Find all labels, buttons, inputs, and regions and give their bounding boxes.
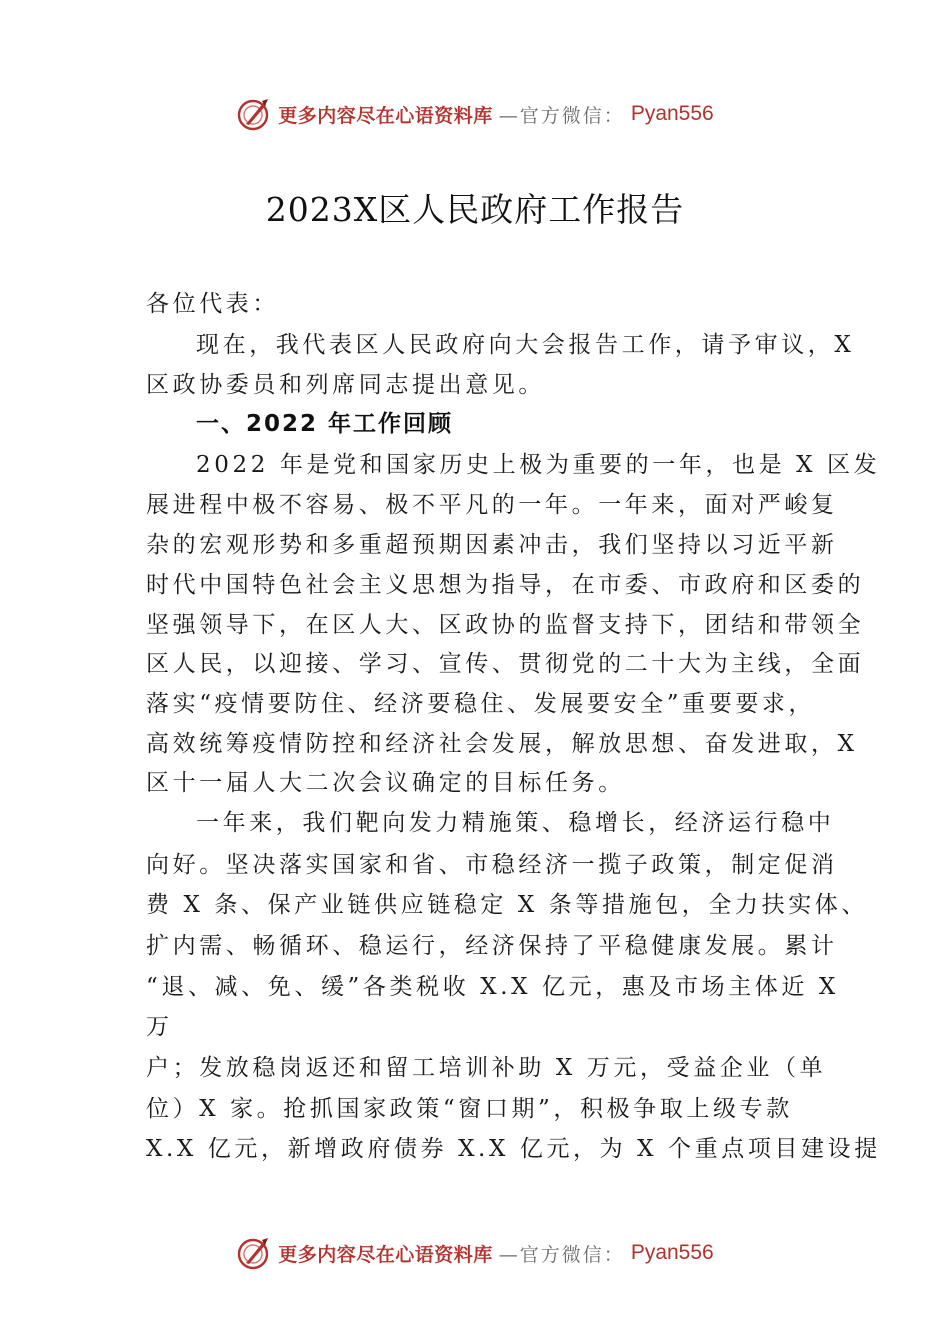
body-line: 2022 年是党和国家历史上极为重要的一年，也是 X 区发 [196, 452, 881, 478]
body-line: 扩内需、畅循环、稳运行，经济保持了平稳健康发展。累计 [146, 933, 838, 959]
body-line: 现在，我代表区人民政府向大会报告工作，请予审议，X [196, 332, 855, 358]
document-title: 2023X区人民政府工作报告 [265, 190, 685, 229]
body-line: 区政协委员和列席同志提出意见。 [146, 372, 545, 398]
body-line: 万 [146, 1014, 173, 1040]
body-line: 区十一届人大二次会议确定的目标任务。 [146, 770, 625, 796]
body-line: 时代中国特色社会主义思想为指导，在市委、市政府和区委的 [146, 572, 865, 598]
salutation: 各位代表： [146, 291, 279, 317]
body-line: 位）X 家。抢抓国家政策“窗口期”，积极争取上级专款 [146, 1096, 793, 1122]
watermark-main-text: 更多内容尽在心语资料库 [278, 1243, 493, 1266]
watermark-separator-text: —官方微信： [498, 104, 625, 127]
watermark-banner-top [0, 92, 950, 136]
watermark-banner-bottom [0, 1231, 950, 1275]
body-line: 落实“疫情要防住、经济要稳住、发展要安全”重要要求， [146, 691, 816, 717]
watermark-separator-text: —官方微信： [498, 1243, 625, 1266]
section-heading: 一、2022 年工作回顾 [196, 411, 454, 437]
body-line: “退、减、免、缓”各类税收 X.X 亿元，惠及市场主体近 X [146, 974, 839, 1000]
body-line: 区人民，以迎接、学习、宣传、贯彻党的二十大为主线，全面 [146, 651, 865, 677]
body-line: X.X 亿元，新增政府债券 X.X 亿元，为 X 个重点项目建设提 [146, 1136, 881, 1162]
body-line: 户；发放稳岗返还和留工培训补助 X 万元，受益企业（单 [146, 1055, 827, 1081]
body-line: 费 X 条、保产业链供应链稳定 X 条等措施包，全力扶实体、 [146, 892, 868, 918]
body-line: 杂的宏观形势和多重超预期因素冲击，我们坚持以习近平新 [146, 532, 838, 558]
body-line: 一年来，我们靶向发力精施策、稳增长，经济运行稳中 [196, 810, 835, 836]
watermark-wechat-id: Pyan556 [630, 102, 714, 125]
quill-logo-icon [236, 96, 272, 132]
body-line: 展进程中极不容易、极不平凡的一年。一年来，面对严峻复 [146, 492, 838, 518]
body-line: 高效统筹疫情防控和经济社会发展，解放思想、奋发进取，X [146, 731, 858, 757]
body-line: 坚强领导下，在区人大、区政协的监督支持下，团结和带领全 [146, 612, 865, 638]
body-line: 向好。坚决落实国家和省、市稳经济一揽子政策，制定促消 [146, 852, 838, 878]
watermark-main-text: 更多内容尽在心语资料库 [278, 104, 493, 127]
watermark-wechat-id: Pyan556 [630, 1241, 714, 1264]
quill-logo-icon [236, 1235, 272, 1271]
